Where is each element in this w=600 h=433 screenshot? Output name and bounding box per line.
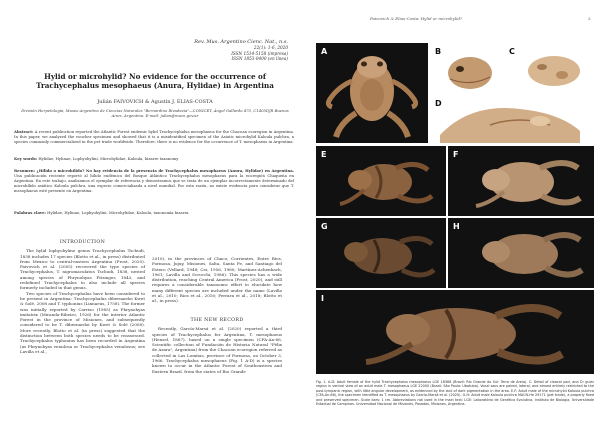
specimen-lateral-illustration	[316, 218, 446, 288]
figure-panel-c	[504, 43, 594, 93]
journal-block	[148, 40, 288, 62]
frog-foot-illustration	[430, 95, 594, 143]
figure-panel-b	[430, 43, 502, 93]
figure-panel-a	[316, 43, 428, 143]
frog-dorsal-illustration	[316, 43, 428, 143]
paper-affiliation: División Herpetología, Museo Argentino de Ciencias Naturales "Bernardino Rivadavia"—CONICET, Ángel Gallardo 470, C1405DJR Buenos Aires, Argentina. E-mail: julian@macn.gov.ar	[21, 108, 289, 118]
panel-label-a: A	[321, 47, 328, 56]
col2-paragraph-2: Recently, García-Marsá et al. (2020) reported a third species of Trachycephalus for Argentina, T. mesophaeus (Hensel, 1867), based on a single specimen (CFA-An-66, Scientific collection of Fundación de Historia Natural "Félix de Azara", Argentina) from the Chacoan ecoregion referred as collected in Las Lomitas, province of Formosa, on October 3, 1966. Trachycephalus mesophaeus (Fig. 1 A-D) is a species known to occur in the Atlantic Forest of Southeastern and Eastern Brazil, from the states of Rio Grande	[152, 326, 282, 374]
figure-panel-h	[448, 218, 594, 288]
journal-issn-online: ISSN 1853-0400 (en línea)	[231, 56, 288, 62]
page-number: 3	[588, 16, 591, 21]
panel-label-f: F	[453, 150, 459, 159]
journal-volume: 22(1): 1-6, 2020	[253, 45, 288, 51]
abstract-text: A recent publication reported the Atlantic Forest endemic hylid Trachycephalus mesophaeus for the Chacoan ecoregion in Argentina. In this paper, we analyzed the voucher specimen and showed that it is a misidentified specimen of the Asiatic microhylid Kaloula pulchra, a species commonly commercialized in the pet trade worldwide. Therefore, there is no evidence for the occurrence of T. mesophaeus in Argentina.	[14, 129, 294, 145]
panel-label-e: E	[321, 150, 327, 159]
keywords-label: Key words:	[14, 156, 38, 161]
paper-authors: Julián FAIVOVICH & Agustín J. ELIAS-COSTA	[97, 99, 213, 105]
panel-label-h: H	[453, 222, 460, 231]
journal-name: Rev. Mus. Argentino Cienc. Nat., n.s.	[194, 39, 288, 45]
intro-paragraph-2: Two species of Trachycephalus have been considered to be present in Argentina: Trachycephalus dibernardoi Kwet & Solé, 2008 and T. typhonius (Linnaeus, 1758). The former was initially reported by Carrizo (1985) as Phrynohyas imitatrix (Miranda-Ribeiro, 1926) for the interior Atlantic Forest in the province of Misiones, and subsequently considered to be T. dibernardoi by Kwet & Solé (2008). More recently, Blotto et al. (in press) suggested that the distinction between both species needs to be reassessed. Trachycephalus typhonius has been recorded in Argentina (as Phrynohyas venulosa or Trachycephalus venulosus; see Lavilla et al.,	[20, 290, 145, 354]
column-right	[152, 256, 282, 304]
palabras-clave	[14, 210, 294, 215]
panel-label-c: C	[509, 47, 515, 56]
abstract	[14, 129, 294, 144]
figure-panel-d	[430, 95, 594, 143]
keywords	[14, 156, 294, 161]
resumen-label: Resumen: ¿Hílido o microhílido? No hay evidencia de la presencia de Trachycephalus mesophaeus (Anura, Hylidae) en Argentina.	[14, 168, 294, 173]
new-record-heading: THE NEW RECORD	[190, 318, 244, 323]
abstract-label: Abstract:	[14, 129, 34, 134]
microhylid-ventral-illustration	[448, 146, 594, 216]
palabras-label: Palabras clave:	[14, 210, 46, 215]
figure-panel-e	[316, 146, 446, 216]
resumen-text: Una publicación reciente reportó al hílido endémico del Bosque Atlántico Trachycephalus mesophaeus para la ecoregión Chaqueña en Argentina. En este trabajo, analizamos el ejemplar de referencia y demostramos que se trata de un ejemplar incorrectamente determinado del microhílido asiático Kaloula pulchra, una especie comercializada a nivel mundial. Por esta razón, no existe evidencia para considerar que T. mesophaeus esté presente en Argentina.	[14, 173, 294, 194]
figure-panel-f	[448, 146, 594, 216]
keywords-text: Hylidae, Hylinae, Lophyohylini, Microhylidae, Kaloula, bizarre taxonomy	[38, 156, 179, 161]
paper-title: Hylid or microhylid? No evidence for the occurrence of Trachycephalus mesophaeus (Anura, Hylidae) in Argentina	[36, 72, 274, 90]
col2-paragraph-1: 2010), in the provinces of Chaco, Corrientes, Entre Ríos, Formosa, Jujuy, Misiones, Salta, Santa Fe, and Santiago del Estero (Vellard, 1948; Cei, 1956, 1980; Martínez-Achenbach, 1961; Lavilla and Scrocchi, 1986). This species has a wide distribution, reaching Central America (Frost, 2020), and still requires a considerable taxonomic effort to elucidate how many different species are included under the name (Lavilla et al., 2010; Rios et al., 2016; Ferrara et al., 2018; Blotto et al., in press).	[152, 256, 282, 304]
column-left	[20, 240, 145, 354]
panel-label-g: G	[321, 222, 328, 231]
frog-hand-illustration	[504, 43, 594, 93]
resumen	[14, 168, 294, 193]
intro-paragraph-1: The hylid lophyohyline genus Trachycephalus Tschudi, 1838 includes 17 species (Blotto et al., in press) distributed from Mexico to central-eastern Argentina (Frost, 2020). Faivovich et al. (2005) recovered the type species of Trachycephalus, T. nigromaculatus Tschudi, 1838, nested among species of Phrynohyas Fitzinger, 1843, and redefined Trachycephalus to also include all species formerly included in that genus.	[20, 248, 145, 291]
column-right-lower	[152, 318, 282, 374]
journal-issn-print: ISSN 1514-5158 (impresa)	[231, 50, 288, 56]
intro-heading: INTRODUCTION	[59, 240, 106, 245]
figure-panel-i	[316, 290, 594, 374]
specimen-full-illustration	[316, 290, 594, 374]
panel-label-b: B	[435, 47, 442, 56]
running-head: Faivovich & Elias-Costa: Hylid or microhylid?	[370, 16, 463, 21]
microhylid-dorsal-illustration	[316, 146, 446, 216]
figure-panel-g	[316, 218, 446, 288]
palabras-text: Hylidae, Hylinae, Lophyohylini, Microhylidae, Kaloula, taxonomía bizarra	[47, 210, 189, 215]
specimen-preserved-illustration	[448, 218, 594, 288]
panel-label-i: I	[321, 294, 324, 303]
panel-label-d: D	[435, 99, 442, 108]
figure-caption: Fig. 1. A-D: Adult female of the hylid Trachycephalus mesophaeus LGE 18368 (Brazil: Rio Grande do Sul: Terra de Areia). C: Detail of cloacal pad, and D: gular region in ventral view of an adult male T. mesophaeus LGE 22000 (Brazil: São Paulo: Ubatuba). Vocal sacs are paired, lateral, and almost entirely restricted to the post-tympanic region, with little angular development, as evidenced by the lack of dark pigmentation in the area. E-F: Adult male of the microhylid Kaloula pulchra (CFA-An-66), the specimen identified as T. mesophaeus by García-Marsá et al. (2020). G-H: Adult male Kaloula pulchra MACN-He 29171 (pet trade), a properly fixed and preserved specimen. Scale bars: 1 cm. Abbreviations not used in the main text: LGE: Laboratório de Genética Evolutiva, Instituto de Biologia, Universidade Estadual de Campinas. Universidad Nacional de Misiones, Posadas, Misiones, Argentina.	[316, 380, 594, 407]
